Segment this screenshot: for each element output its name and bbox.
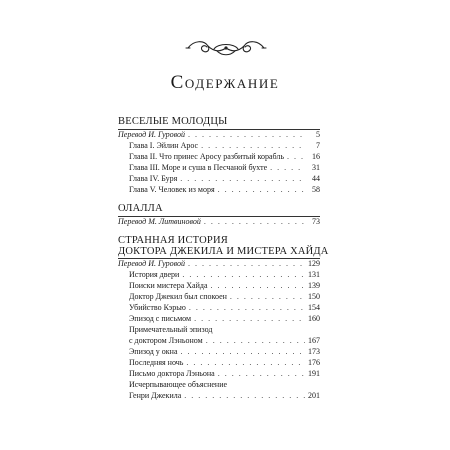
entry-title: Глава IV. Буря — [129, 174, 178, 183]
dot-leader — [287, 151, 305, 162]
dot-leader — [218, 368, 305, 379]
page-number: 160 — [308, 314, 320, 323]
entry-title: Глава I. Эйлин Арос — [129, 141, 199, 150]
toc-entry — [129, 346, 320, 357]
toc-entry — [129, 379, 320, 390]
entry-title: Эпизод с письмом — [129, 314, 192, 323]
page-number: 44 — [312, 174, 320, 183]
dot-leader — [180, 173, 305, 184]
toc-entry — [129, 335, 320, 346]
page-number: 16 — [312, 152, 320, 161]
section-title: СТРАННАЯ ИСТОРИЯ — [118, 235, 228, 246]
section-title: ОЛАЛЛА — [118, 203, 163, 214]
entry-title: Эпизод у окна — [129, 347, 178, 356]
entry-title: Генри Джекила — [129, 391, 182, 400]
page-number: 5 — [316, 130, 320, 139]
entry-title: Последняя ночь — [129, 358, 184, 367]
dot-leader — [188, 129, 305, 140]
page-number: 7 — [316, 141, 320, 150]
toc-entry — [129, 162, 320, 173]
entry-title: Убийство Кэрью — [129, 303, 186, 312]
page-number: 176 — [308, 358, 320, 367]
dot-leader — [189, 302, 305, 313]
section-title: ДОКТОРА ДЖЕКИЛА И МИСТЕРА ХАЙДА — [118, 246, 329, 257]
dot-leader — [211, 280, 306, 291]
dot-leader — [188, 258, 305, 269]
page-number: 201 — [308, 391, 320, 400]
toc-entry-translator — [118, 216, 320, 227]
page-number: 73 — [312, 217, 320, 226]
page-number: 173 — [308, 347, 320, 356]
entry-title: Перевод М. Литвиновой — [118, 217, 201, 226]
page-number: 150 — [308, 292, 320, 301]
dot-leader — [201, 140, 305, 151]
toc-entry — [129, 184, 320, 195]
entry-title: Письмо доктора Лэньона — [129, 369, 215, 378]
entry-title: Глава V. Человек из моря — [129, 185, 215, 194]
toc-entry-translator — [118, 258, 320, 269]
page-number: 58 — [312, 185, 320, 194]
dot-leader — [186, 357, 305, 368]
dot-leader — [194, 313, 305, 324]
dot-leader — [218, 184, 305, 195]
page-number: 139 — [308, 281, 320, 290]
ornament-flourish-icon — [184, 36, 268, 60]
toc-entry — [129, 173, 320, 184]
page-number: 167 — [308, 336, 320, 345]
toc-entry — [129, 302, 320, 313]
toc-entry — [129, 368, 320, 379]
section-title: ВЕСЕЛЫЕ МОЛОДЦЫ — [118, 116, 228, 127]
page-number: 31 — [312, 163, 320, 172]
entry-title: Примечательный эпизод — [129, 325, 213, 334]
toc-entry — [129, 324, 320, 335]
dot-leader — [230, 291, 305, 302]
page-number: 154 — [308, 303, 320, 312]
entry-title: Поиски мистера Хайда — [129, 281, 208, 290]
toc-entry — [129, 269, 320, 280]
dot-leader — [206, 335, 305, 346]
toc-entry — [129, 151, 320, 162]
entry-title: История двери — [129, 270, 180, 279]
dot-leader — [270, 162, 305, 173]
entry-title: с доктором Лэньоном — [129, 336, 203, 345]
dot-leader — [182, 269, 305, 280]
toc-entry — [129, 313, 320, 324]
dot-leader — [204, 216, 305, 227]
page-number: 131 — [308, 270, 320, 279]
toc-entry — [129, 390, 320, 401]
toc-entry — [129, 280, 320, 291]
toc-entry — [129, 291, 320, 302]
entry-title: Перевод И. Гуровой — [118, 259, 185, 268]
toc-entry — [129, 357, 320, 368]
entry-title: Исчерпывающее объяснение — [129, 380, 228, 389]
entry-title: Глава II. Что принес Аросу разбитый корабль — [129, 152, 285, 161]
entry-title: Глава III. Море и суша в Песчаной бухте — [129, 163, 268, 172]
entry-title: Перевод И. Гуровой — [118, 130, 185, 139]
entry-title: Доктор Джекил был спокоен — [129, 292, 227, 301]
toc-entry — [129, 140, 320, 151]
dot-leader — [181, 346, 305, 357]
toc-entry-translator — [118, 129, 320, 140]
page-number: 129 — [308, 259, 320, 268]
page-number: 191 — [308, 369, 320, 378]
dot-leader — [184, 390, 305, 401]
page-title: Содержание — [170, 72, 280, 93]
